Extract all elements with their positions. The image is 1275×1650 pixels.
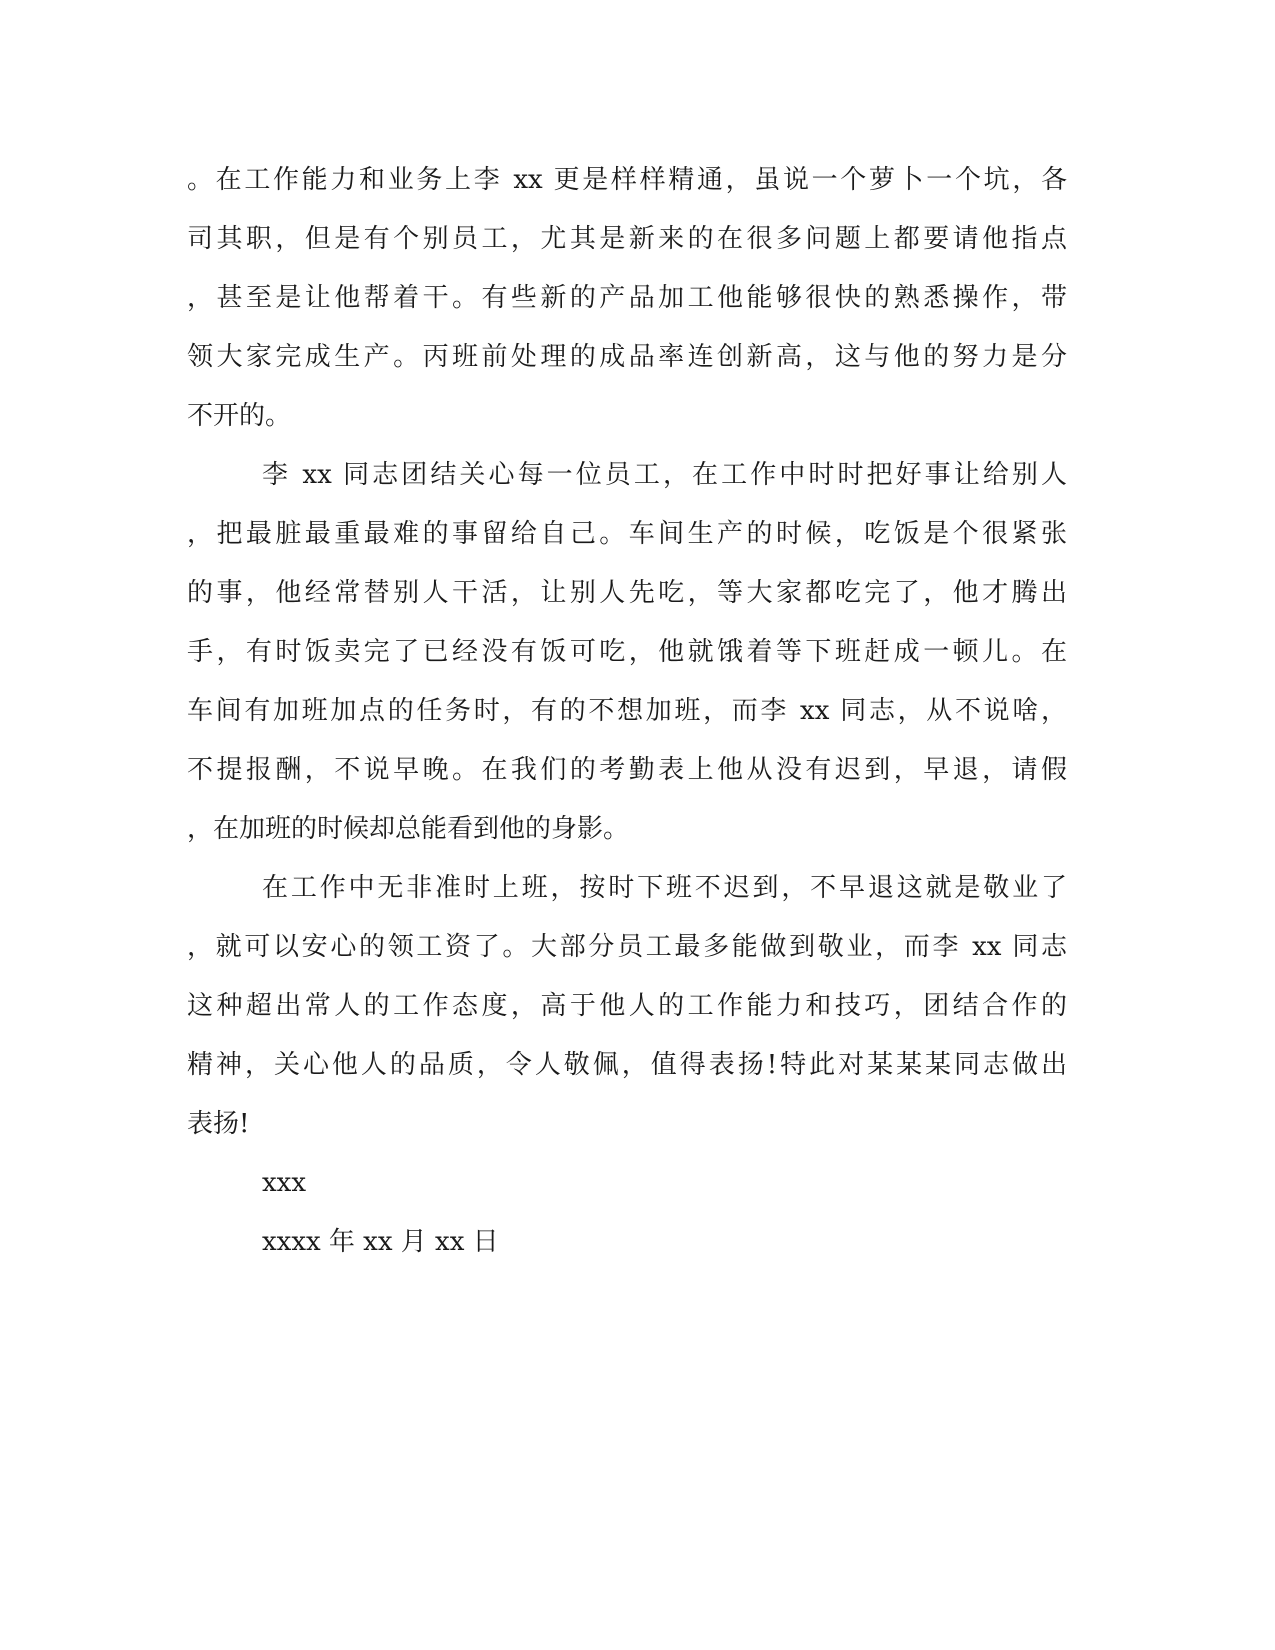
signature-name: xxx bbox=[262, 1168, 306, 1198]
paragraph-3-line-2: ，就可以安心的领工资了。大部分员工最多能做到敬业，而李 xx 同志 bbox=[187, 932, 1067, 962]
paragraph-2-line-4: 手，有时饭卖完了已经没有饭可吃，他就饿着等下班赶成一顿儿。在 bbox=[187, 637, 1067, 667]
paragraph-3-line-1: 在工作中无非准时上班，按时下班不迟到，不早退这就是敬业了 bbox=[262, 873, 1067, 903]
paragraph-2-line-7: ，在加班的时候却总能看到他的身影。 bbox=[187, 814, 630, 844]
paragraph-1-line-5: 不开的。 bbox=[187, 401, 292, 431]
paragraph-3-line-3: 这种超出常人的工作态度，高于他人的工作能力和技巧，团结合作的 bbox=[187, 991, 1067, 1021]
paragraph-3-line-4: 精神，关心他人的品质，令人敬佩，值得表扬!特此对某某某同志做出 bbox=[187, 1050, 1067, 1080]
paragraph-1-line-4: 领大家完成生产。丙班前处理的成品率连创新高，这与他的努力是分 bbox=[187, 342, 1067, 372]
paragraph-2-line-1: 李 xx 同志团结关心每一位员工，在工作中时时把好事让给别人 bbox=[262, 460, 1067, 490]
paragraph-1-line-3: ，甚至是让他帮着干。有些新的产品加工他能够很快的熟悉操作，带 bbox=[187, 283, 1067, 313]
signature-date: xxxx 年 xx 月 xx 日 bbox=[262, 1227, 499, 1257]
paragraph-2-line-2: ，把最脏最重最难的事留给自己。车间生产的时候，吃饭是个很紧张 bbox=[187, 519, 1067, 549]
paragraph-2-line-5: 车间有加班加点的任务时，有的不想加班，而李 xx 同志，从不说啥， bbox=[187, 696, 1067, 726]
paragraph-2-line-6: 不提报酬，不说早晚。在我们的考勤表上他从没有迟到，早退，请假 bbox=[187, 755, 1067, 785]
paragraph-1-line-2: 司其职，但是有个别员工，尤其是新来的在很多问题上都要请他指点 bbox=[187, 224, 1067, 254]
paragraph-1-line-1: 。在工作能力和业务上李 xx 更是样样精通，虽说一个萝卜一个坑，各 bbox=[187, 165, 1067, 195]
paragraph-2-line-3: 的事，他经常替别人干活，让别人先吃，等大家都吃完了，他才腾出 bbox=[187, 578, 1067, 608]
paragraph-3-line-5: 表扬! bbox=[187, 1109, 250, 1139]
